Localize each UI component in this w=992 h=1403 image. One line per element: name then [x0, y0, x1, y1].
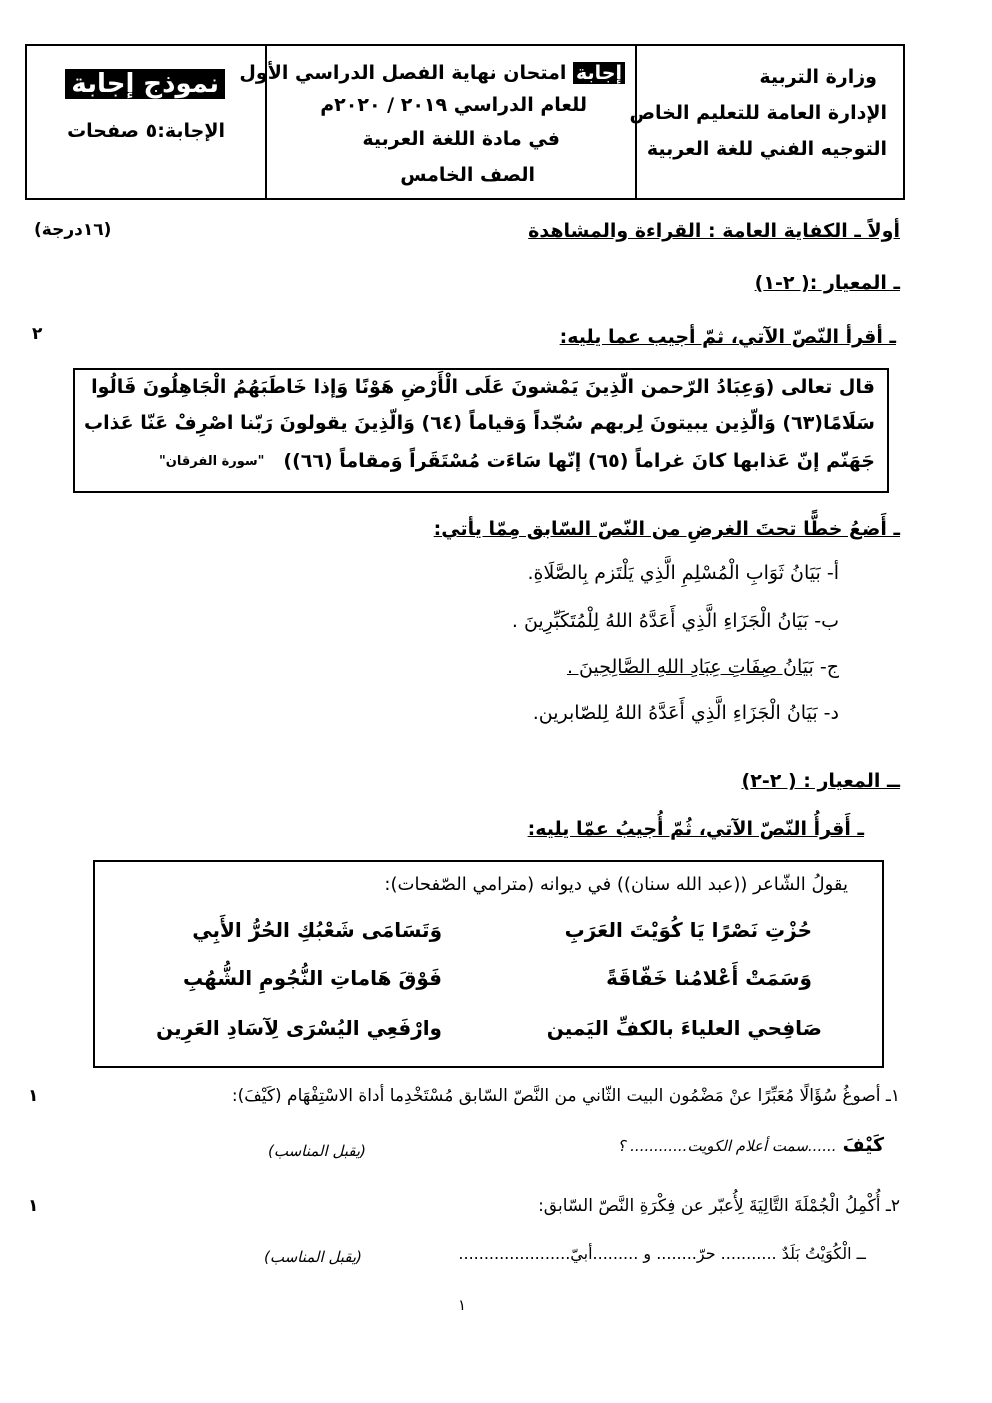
verse-3-left: وارْفَعِي اليُسْرَى لِآسَادِ العَرِين [156, 1016, 442, 1040]
criterion-2-label: ــ المعيار : ( ٢-٢) [741, 770, 900, 792]
correct-answer-underline: بَيَانُ صِفَاتِ عِبَادِ اللهِ الصَّالِحِينَ . [566, 656, 814, 678]
option-c-correct[interactable]: ج- بَيَانُ صِفَاتِ عِبَادِ اللهِ الصَّالِحِينَ . [566, 656, 839, 678]
verse-3-right: صَافِحي العلياءَ بالكفِّ اليَمين [546, 1016, 822, 1040]
question-1-answer-line[interactable]: كَيْفَ ......سمت أعلام الكويت............ ؟ [617, 1134, 884, 1156]
answer-tag: إجابة [573, 62, 625, 84]
question-1-text: ١ـ أصوغُ سُؤَالًا مُعَبِّرًا عنْ مَضْمُون البيت الثّاني من النَّصّ السّابق مُسْتَخْدِما أداة الاسْتِفْهَام (كَيْفَ): [231, 1086, 900, 1106]
criterion-2-instruction: ـ أَقرأُ النّصّ الآتي، ثُمّ أُجيبُ عمّا يليه: [527, 818, 864, 840]
option-a[interactable]: أ- بَيَانُ ثَوَابِ الْمُسْلِمِ الَّذِي يَلْتَزم بِالصَّلَاةِ. [527, 562, 839, 584]
poem-intro: يقولُ الشّاعر ((عبد الله سنان)) في ديوانه (مترامي الصّفحات): [384, 874, 848, 895]
ministry-line-2: الإدارة العامة للتعليم الخاص [629, 102, 887, 124]
verse-1-left: وَتَسَامَى شَعْبُكِ الحُرُّ الأَبِي [192, 918, 442, 942]
ministry-line-3: التوجيه الفني للغة العربية [646, 138, 887, 160]
option-d[interactable]: د- بَيَانُ الْجَزَاءِ الَّذِي أَعَدَّهُ اللهُ لِلصّابرين. [532, 702, 839, 724]
passage-line-1: قال تعالى (وَعِبَادُ الرّحمن الّذِينَ يَمْشونَ عَلَى الْأَرْضِ هَوْنًا وَإذا خَاطَبَهُمُ الْجَاهِلُونَ قَالُوا [91, 376, 875, 398]
passage-source: "سورة الفرقان" [159, 454, 265, 469]
verse-1-right: حُزْتِ نَصْرًا يَا كُوَيْتَ العَرَبِ [564, 918, 812, 942]
ministry-line-1: وزارة التربية [759, 66, 877, 88]
exam-title-block [239, 46, 635, 198]
section-marks: (١٦درجة) [34, 220, 112, 240]
poem-box [93, 860, 884, 1068]
criterion-1-instruction: ـ أقرأ النّصّ الآتي، ثمّ أجيب عما يليه: [559, 326, 896, 348]
question-2-text: ٢ـ أُكْمِلُ الْجُمْلَةَ التَّالِيَةَ لِأُعبّر عن فِكْرَةِ النَّصّ السّابق: [538, 1196, 900, 1216]
model-answer-block [27, 46, 265, 198]
criterion-1-label: ـ المعيار :( ٢-١) [754, 272, 900, 294]
ministry-block [629, 46, 903, 198]
model-answer-badge: نموذج إجابة [65, 69, 225, 99]
answer-word-kayfa: كَيْفَ [842, 1134, 884, 1156]
exam-subject: في مادة اللغة العربية [362, 128, 560, 150]
exam-year: للعام الدراسي ٢٠١٩ / ٢٠٢٠م [320, 94, 587, 116]
passage-line-3: جَهَنّم إنّ عَذابها كانَ غراماً (٦٥) إنّها سَاءَت مُسْتَقَراً وَمقاماً (٦٦)) [283, 450, 875, 472]
section-title: أولاً ـ الكفاية العامة : القراءة والمشاهدة [528, 220, 900, 242]
verse-2-left: فَوْقَ هَاماتِ النُّجُومِ الشُّهُبِ [182, 966, 442, 990]
page-number: ١ [458, 1296, 467, 1314]
question-2-score: ١ [28, 1196, 39, 1216]
exam-title: إجابة امتحان نهاية الفصل الدراسي الأول [239, 56, 625, 90]
question-2-answer-line[interactable]: ــ الْكُوَيْتُ بَلَدٌ ........... حرّ........ و .........أبيّ...................... [458, 1244, 866, 1263]
quran-passage-box [73, 368, 889, 493]
pages-count: الإجابة:٥ صفحات [67, 120, 225, 142]
question-1-note: (يقبل المناسب) [268, 1142, 366, 1160]
passage-line-2: سَلَامًا(٦٣) وَالّذِين يبيتونَ لِربهم سُجّداً وَقياماً (٦٤) وَالّذِينَ يقولونَ رَبّنا اصْرِفْ عَنّا عَذاب [84, 412, 875, 434]
criterion-1-question: ـ أَضعُ خطًّا تحتَ الغرضِ من النّصّ السّابق مِمّا يأتي: [433, 518, 900, 540]
question-2-note: (يقبل المناسب) [264, 1248, 362, 1266]
option-b[interactable]: ب- بَيَانُ الْجَزَاءِ الَّذِي أَعَدَّهُ اللهُ لِلْمُتَكَبِّرِينَ . [511, 610, 839, 632]
criterion-1-score: ٢ [32, 324, 43, 344]
exam-grade: الصف الخامس [400, 164, 535, 186]
exam-header [25, 44, 905, 200]
verse-2-right: وَسَمَتْ أَعْلامُنا خَفّاقَةً [606, 966, 812, 990]
question-1-score: ١ [28, 1086, 39, 1106]
